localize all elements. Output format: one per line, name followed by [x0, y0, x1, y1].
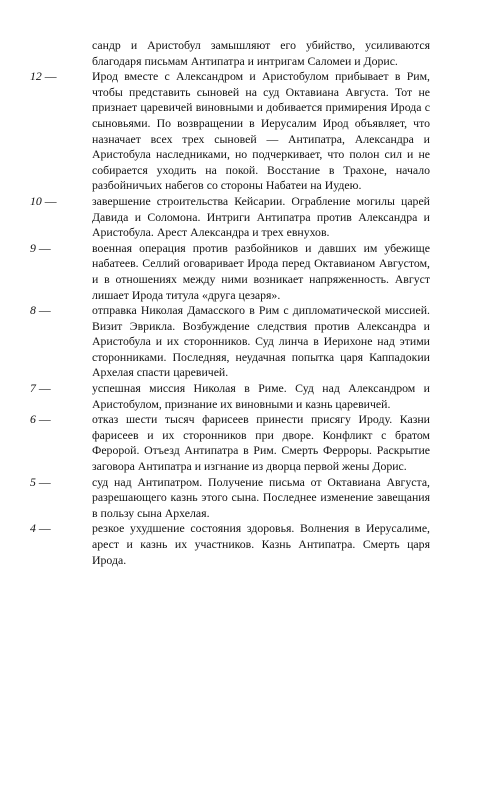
entry-year: 8 — [30, 303, 36, 318]
chronology-entry — [30, 412, 430, 474]
entry-dash: — — [38, 303, 51, 318]
entry-year: 10 — [30, 193, 42, 208]
chronology-block — [30, 38, 430, 568]
entry-text: резкое ухудшение состояния здоровья. Волнения в Иерусалиме, арест и казнь их участников. Казнь Антипатра. Смерть царя Ирода. — [92, 521, 430, 567]
entry-dash: — — [38, 381, 51, 396]
chronology-entry — [30, 194, 430, 241]
entry-text: завершение строительства Кейсарии. Ограбление могилы царей Давида и Соломона. Интриги Антипатра против Александра и Аристобула. Арест Александра и трех евнухов. — [92, 193, 430, 240]
entry-text: суд над Антипатром. Получение письма от Октавиана Августа, разрешающего казнь этого сына. Последнее изменение завещания в пользу сына Архелая. — [92, 474, 430, 520]
entry-dash: — — [38, 521, 51, 536]
entry-text: успешная миссия Николая в Риме. Суд над Александром и Аристобулом, признание их виновными и казнь царевичей. — [92, 381, 430, 411]
entry-year: 9 — [30, 240, 36, 255]
continuation-text: сандр и Аристобул замышляют его убийство, усиливаются благодаря письмам Антипатра и интригам Саломеи и Дорис. — [92, 38, 430, 68]
continuation-paragraph — [30, 38, 430, 69]
chronology-entry — [30, 303, 430, 381]
entry-dash: — — [38, 412, 51, 427]
entry-dash: — — [44, 193, 57, 208]
entry-dash: — — [38, 240, 51, 255]
entry-year: 6 — [30, 412, 36, 427]
chronology-entry — [30, 475, 430, 522]
entry-text: отказ шести тысяч фарисеев принести присягу Ироду. Казни фарисеев и их сторонников при дворе. Конфликт с братом Феророй. Отъезд Антипатра в Рим. Смерть Ферроры. Раскрытие заговора Антипатра и изгнание из дворца первой жены Дорис. — [92, 412, 430, 474]
entry-text: отправка Николая Дамасского в Рим с дипломатической миссией. Визит Эврикла. Возбуждение следствия против Александра и Аристобула и их сторонников. Суд линча в Иерихоне над этими сторонниками. Последняя, неудачная попытка царя Каппадокии Архелая спасти царевичей. — [92, 303, 430, 380]
entry-dash: — — [44, 69, 57, 84]
entry-text: Ирод вместе с Александром и Аристобулом прибывает в Рим, чтобы представить сыновей на суд Октавиана Августа. Тот не признает царевичей виновными и добивается примирения Ирода с сыновьями. По возвращении в Иерусалим Ирод объявляет, что назначает всех трех сыновей — Антипатра, Александра и Аристобула наследниками, но подчеркивает, что полон сил и не собирается уходить на покой. Восстание в Трахоне, начало разбойничьих набегов со стороны Набатеи на Иудею. — [92, 69, 430, 193]
chronology-entry — [30, 241, 430, 303]
chronology-entry — [30, 521, 430, 568]
entry-year: 4 — [30, 521, 36, 536]
entry-dash: — — [38, 474, 51, 489]
entry-year: 12 — [30, 69, 42, 84]
entry-year: 7 — [30, 381, 36, 396]
chronology-entry — [30, 69, 430, 194]
entry-text: военная операция против разбойников и давших им убежище набатеев. Селлий оговаривает Ирода перед Октавианом Августом, и в отношениях между ними возникает напряженность. Август лишает Ирода титула «друга цезаря». — [92, 240, 430, 302]
chronology-entry — [30, 381, 430, 412]
entry-year: 5 — [30, 474, 36, 489]
